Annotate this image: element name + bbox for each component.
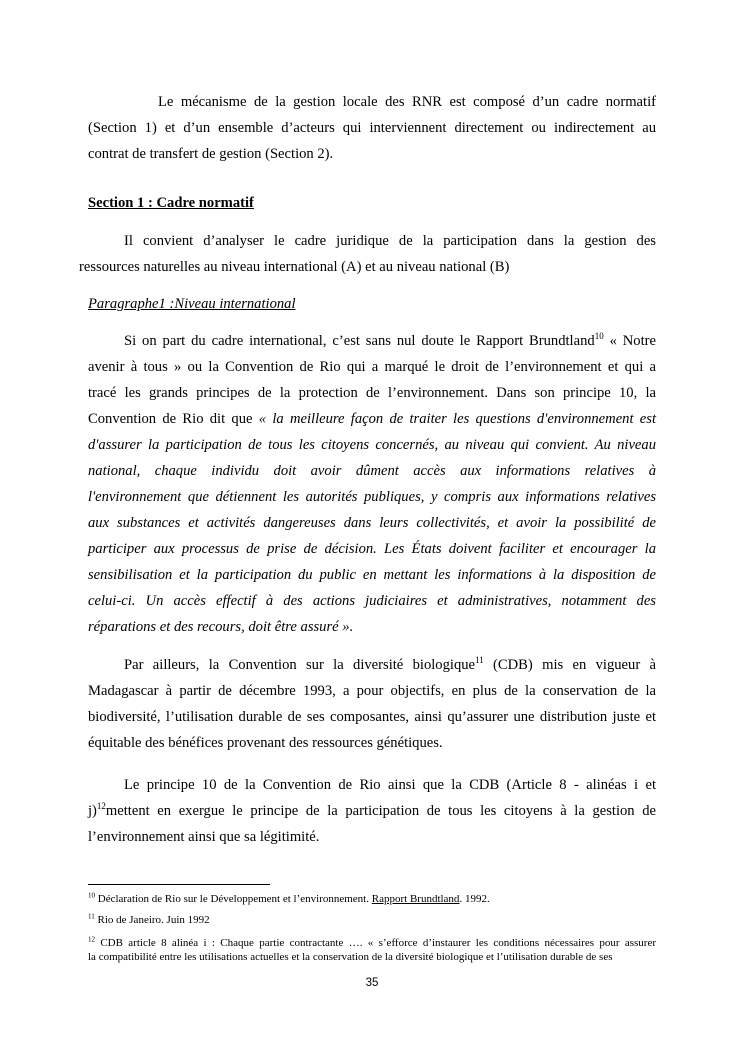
footnote-12-text-1: CDB article 8 alinéa i : Chaque partie contractante …. « s’efforce d’instaurer les conditions nécessaires pour assurer: [95, 937, 656, 949]
cdb-paragraph: [88, 652, 656, 756]
footnote-11-text: Rio de Janeiro. Juin 1992: [94, 914, 210, 926]
footnote-11: [88, 914, 210, 926]
rio-paragraph: [88, 328, 656, 640]
cdb-line-2: Madagascar à partir de décembre 1993, a pour objectifs, en plus de la conservation de la: [88, 683, 656, 699]
footnote-12-line-1: [88, 936, 656, 950]
rio-line-2: avenir à tous » ou la Convention de Rio qui a marqué le droit de l’environnement et qui a: [88, 359, 656, 375]
principle-line-2: [88, 798, 656, 824]
footnote-10: [88, 893, 490, 905]
footnote-12-line-2: la compatibilité entre les utilisations actuelles et la conservation de la diversité biologique et l’utilisation durable de ses: [88, 951, 613, 963]
footnote-10-link[interactable]: Rapport Brundtland: [371, 893, 460, 905]
rio-quote-line-10: sensibilisation et la participation du public en mettant les informations à la disposition de: [88, 567, 656, 583]
rio-quote-start: « la meilleure façon de traiter les questions d'environnement est: [258, 411, 657, 427]
rio-quote-line-12: réparations et des recours, doit être assuré ».: [88, 619, 354, 635]
cdb-line-1-tail: (CDB) mis en vigueur à: [483, 657, 656, 673]
footnote-10-text: Déclaration de Rio sur le Développement et l’environnement.: [95, 893, 372, 905]
intro-line-2: (Section 1) et d’un ensemble d’acteurs qui interviennent directement ou indirectement au: [88, 120, 656, 136]
page-number: 35: [365, 977, 379, 989]
rio-line-1-tail: « Notre: [603, 333, 656, 349]
rio-line-4: [88, 406, 656, 432]
footnote-11-number: 11: [88, 912, 95, 921]
footnote-12: [88, 936, 656, 964]
rio-quote-line-11: celui-ci. Un accès effectif à des actions judiciaires et administratives, notamment des: [88, 593, 656, 609]
footnote-12-number: 12: [88, 935, 95, 944]
section-1-intro-line-1: Il convient d’analyser le cadre juridique de la participation dans la gestion des: [124, 233, 656, 249]
intro-paragraph: [88, 89, 656, 167]
footnote-10-number: 10: [88, 891, 95, 900]
intro-line-1: Le mécanisme de la gestion locale des RNR est composé d’un cadre normatif: [158, 94, 656, 110]
rio-line-3: tracé les grands principes de la protection de l’environnement. Dans son principe 10, la: [88, 385, 656, 401]
principle-line-2-prefix: j): [88, 803, 97, 819]
paragraph-1-heading: Paragraphe1 :Niveau international: [88, 296, 296, 312]
principle-10-paragraph: [88, 772, 656, 850]
cdb-line-1-text: Par ailleurs, la Convention sur la diversité biologique: [124, 657, 476, 673]
footnote-ref-11[interactable]: 11: [475, 655, 484, 666]
rio-quote-line-5: d'assurer la participation de tous les citoyens concernés, au niveau qui convient. Au niveau: [88, 437, 656, 453]
intro-line-3: contrat de transfert de gestion (Section 2).: [88, 146, 334, 162]
footnote-separator: [88, 884, 270, 885]
rio-quote-line-6: national, chaque individu doit avoir dûment accès aux informations relatives à: [88, 463, 656, 479]
cdb-line-3: biodiversité, l’utilisation durable de ses composantes, ainsi qu’assurer une distribution juste et: [88, 709, 656, 725]
rio-quote-line-8: aux substances et activités dangereuses dans leurs collectivités, et avoir la possibilité de: [88, 515, 656, 531]
rio-line-4-text: Convention de Rio dit que: [88, 411, 259, 427]
section-1-intro: [79, 228, 656, 280]
cdb-line-1: [88, 652, 656, 678]
footnote-10-year: . 1992.: [459, 893, 490, 905]
principle-line-2-text: mettent en exergue le principe de la participation de tous les citoyens à la gestion de: [105, 803, 656, 819]
rio-quote-line-9: participer aux processus de prise de décision. Les États doivent faciliter et encourager la: [88, 541, 656, 557]
rio-quote-line-7: l'environnement que détiennent les autorités publiques, y compris aux informations relatives: [88, 489, 656, 505]
section-1-heading: Section 1 : Cadre normatif: [88, 195, 254, 211]
rio-line-1: [88, 328, 656, 354]
cdb-line-4: équitable des bénéfices provenant des ressources génétiques.: [88, 735, 443, 751]
section-1-intro-line-2: ressources naturelles au niveau international (A) et au niveau national (B): [79, 259, 510, 275]
principle-line-3: l’environnement ainsi que sa légitimité.: [88, 829, 320, 845]
rio-line-1-text: Si on part du cadre international, c’est sans nul doute le Rapport Brundtland: [124, 333, 595, 349]
footnote-ref-12[interactable]: 12: [96, 801, 106, 812]
principle-line-1: Le principe 10 de la Convention de Rio ainsi que la CDB (Article 8 - alinéas i et: [124, 777, 656, 793]
footnote-ref-10[interactable]: 10: [594, 331, 604, 342]
